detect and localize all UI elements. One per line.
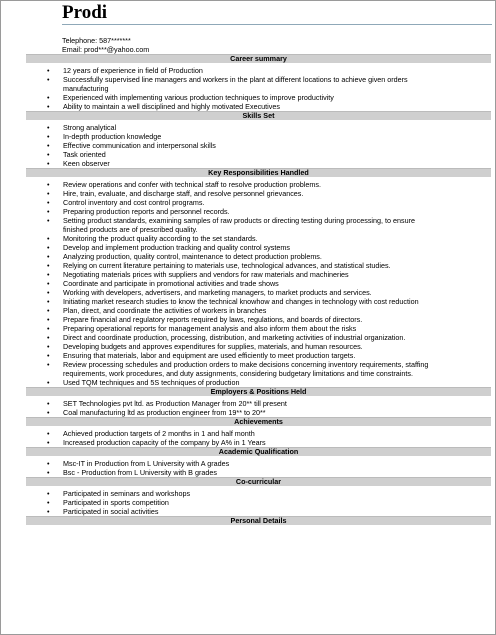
section-list-skills-set <box>26 123 491 168</box>
resume-content <box>26 54 491 528</box>
list-item: • Hire, train, evaluate, and discharge staff, and resolve personnel grievances. <box>26 189 491 198</box>
section-heading-personal-details: Personal Details <box>26 516 491 525</box>
list-item: • Keen observer <box>26 159 491 168</box>
list-item: • Participated in social activities <box>26 507 491 516</box>
list-item: • Coal manufacturing ltd as production engineer from 19** to 20** <box>26 408 491 417</box>
section-heading-achievements: Achievements <box>26 417 491 426</box>
section-list-key-responsibilities-handled <box>26 180 491 387</box>
list-item: • Analyzing production, quality control, maintenance to detect production problems. <box>26 252 491 261</box>
section-list-academic-qualification <box>26 459 491 477</box>
list-item: • Participated in sports competition <box>26 498 491 507</box>
list-item: • Strong analytical <box>26 123 491 132</box>
list-item: • Ensuring that materials, labor and equipment are used efficiently to meet production targets. <box>26 351 491 360</box>
list-item: • Developing budgets and approves expenditures for supplies, materials, and human resources. <box>26 342 491 351</box>
list-item: • Experienced with implementing various production techniques to improve productivity <box>26 93 491 102</box>
telephone-line: Telephone: 587******* <box>62 36 131 45</box>
section-heading-employers-positions-held: Employers & Positions Held <box>26 387 491 396</box>
list-item: • Used TQM techniques and 5S techniques of production <box>26 378 491 387</box>
section-heading-academic-qualification: Academic Qualification <box>26 447 491 456</box>
email-line: Email: prod***@yahoo.com <box>62 45 150 54</box>
contact-block <box>62 36 149 54</box>
list-item: • Initiating market research studies to know the technical knowhow and changes in technology with cost reduction <box>26 297 491 306</box>
list-item: • Review operations and confer with technical staff to resolve production problems. <box>26 180 491 189</box>
list-item: • Ability to maintain a well disciplined and highly motivated Executives <box>26 102 491 111</box>
list-item: • Direct and coordinate production, processing, distribution, and marketing activities of industrial organization. <box>26 333 491 342</box>
title-divider <box>62 24 492 25</box>
list-item: • Prepare financial and regulatory reports required by laws, regulations, and boards of directors. <box>26 315 491 324</box>
list-item: • Task oriented <box>26 150 491 159</box>
list-item: • Coordinate and participate in promotional activities and trade shows <box>26 279 491 288</box>
list-item: • Review processing schedules and production orders to make decisions concerning inventory requirements, staffing requirements, work procedures, and duty assignments, considering budgetary limitations and time constraints. <box>26 360 491 378</box>
list-item: • Control inventory and cost control programs. <box>26 198 491 207</box>
section-list-career-summary <box>26 66 491 111</box>
list-item: • Achieved production targets of 2 months in 1 and half month <box>26 429 491 438</box>
list-item: • SET Technologies pvt ltd. as Production Manager from 20** till present <box>26 399 491 408</box>
section-list-co-curricular <box>26 489 491 516</box>
list-item: • 12 years of experience in field of Production <box>26 66 491 75</box>
section-list-employers-positions-held <box>26 399 491 417</box>
section-heading-key-responsibilities-handled: Key Responsibilities Handled <box>26 168 491 177</box>
list-item: • Participated in seminars and workshops <box>26 489 491 498</box>
list-item: • Bsc - Production from L University with B grades <box>26 468 491 477</box>
list-item: • Monitoring the product quality according to the set standards. <box>26 234 491 243</box>
list-item: • Successfully supervised line managers and workers in the plant at different locations to achieve given orders manufacturing <box>26 75 491 93</box>
list-item: • Setting product standards, examining samples of raw products or directing testing during processing, to ensure finished products are of prescribed quality. <box>26 216 491 234</box>
list-item: • Plan, direct, and coordinate the activities of workers in branches <box>26 306 491 315</box>
section-heading-co-curricular: Co-curricular <box>26 477 491 486</box>
list-item: • Effective communication and interpersonal skills <box>26 141 491 150</box>
section-heading-skills-set: Skills Set <box>26 111 491 120</box>
section-list-achievements <box>26 429 491 447</box>
list-item: • Msc-IT in Production from L University with A grades <box>26 459 491 468</box>
list-item: • Develop and implement production tracking and quality control systems <box>26 243 491 252</box>
list-item: • Relying on current literature pertaining to materials use, technological advances, and statistical studies. <box>26 261 491 270</box>
list-item: • In-depth production knowledge <box>26 132 491 141</box>
list-item: • Preparing production reports and personnel records. <box>26 207 491 216</box>
list-item: • Increased production capacity of the company by A% in 1 Years <box>26 438 491 447</box>
list-item: • Negotiating materials prices with suppliers and vendors for raw materials and machineries <box>26 270 491 279</box>
list-item: • Working with developers, advertisers, and marketing managers, to market products and services. <box>26 288 491 297</box>
section-heading-career-summary: Career summary <box>26 54 491 63</box>
resume-name: Prodi <box>62 2 108 23</box>
list-item: • Preparing operational reports for management analysis and also inform them about the risks <box>26 324 491 333</box>
